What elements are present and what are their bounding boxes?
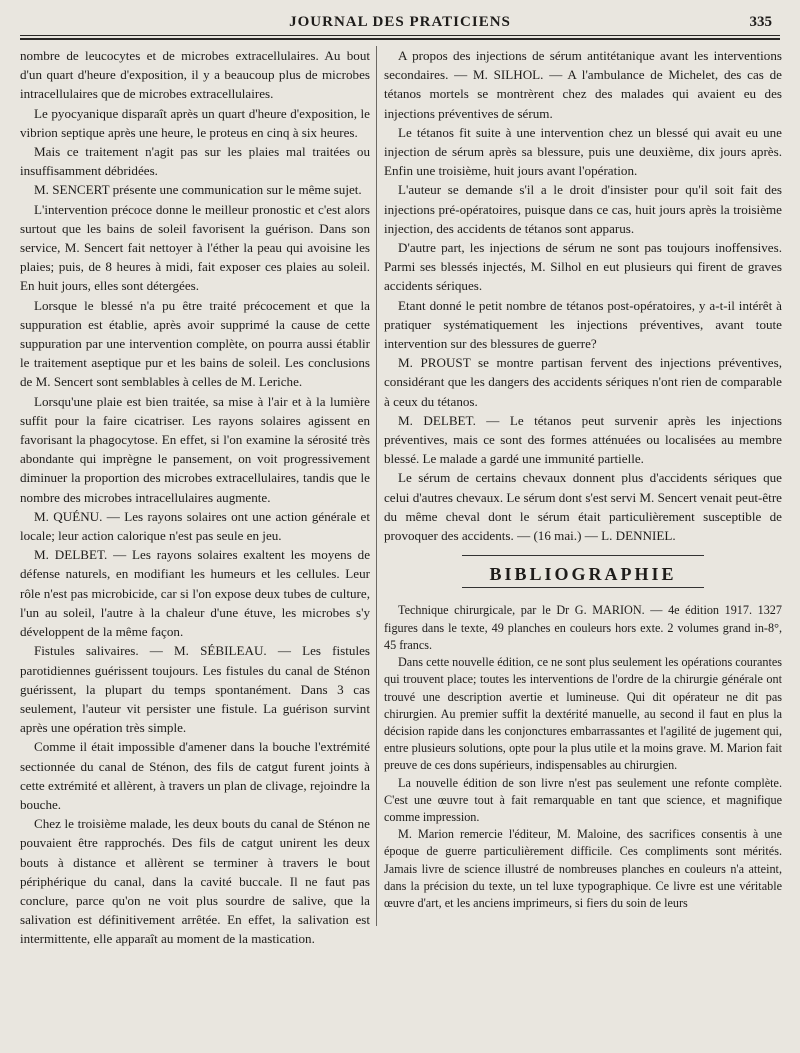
journal-title: JOURNAL DES PRATICIENS — [289, 14, 511, 30]
page-number: 335 — [749, 14, 772, 30]
header-rule — [20, 35, 780, 36]
paragraph: M. DELBET. — Le tétanos peut survenir après les injections préventives, mais ce sont des formes atténuées ou localisées au membre blessé. Le malade a gardé une immunité partielle. — [384, 412, 782, 467]
column-separator — [376, 46, 377, 926]
section-paragraph: Fistules salivaires. — M. SÉBILEAU. — Les fistules parotidiennes guérissent toujours. Les fistules du canal de Sténon guérissent, la plupart du temps spontanément. Dans 3 cas seulement, l'auteur vit persister une fistule. La guérison survint après une opération très simple. — [20, 643, 370, 736]
bibliography-heading: BIBLIOGRAPHIE — [384, 565, 782, 584]
section-paragraph: A propos des injections de sérum antitétanique avant les interventions secondaires. — M. SILHOL. — A l'ambulance de Michelet, des cas de tétanos mortels se montrèrent chez des malades qui avaient eu des injections préventives de sérum. — [384, 48, 782, 121]
paragraph: L'intervention précoce donne le meilleur pronostic et c'est alors surtout que les bains de soleil favorisent la guérison. Dans son service, M. Sencert fait nettoyer à l'éther la peau qui avoisine les plaies; puis, de 8 heures à midi, fait exposer ces plaies au soleil. En huit jours, elles sont détergées. — [20, 201, 370, 294]
paragraph: M. DELBET. — Les rayons solaires exaltent les moyens de défense naturels, en modifiant les humeurs et les cellules. Leur rôle n'est pas microbicide, car si l'on expose deux tubes de culture, l'un au soleil, l'autre à la chaleur d'une étuve, les microbes s'y développent de la même façon. — [20, 547, 370, 640]
paragraph: Chez le troisième malade, les deux bouts du canal de Sténon ne pouvaient être rapprochés. Des fils de catgut unirent les deux bouts à distance et allèrent se terminer à travers le bout périphérique du canal, dans la cavité buccale. Il ne faut pas conclure, parce qu'on ne voit plus sourdre de salive, que la salivation est définitivement arrêtée. En effet, la salivation est intermittente, elle apparaît au moment de la mastication. — [20, 816, 370, 947]
bibliography-entry: Technique chirurgicale, par le Dr G. MARION. — 4e édition 1917. 1327 figures dans le texte, 49 planches en couleurs hors exte. 2 volumes grand in-8°, 45 francs. — [384, 603, 782, 652]
paragraph: Le pyocyanique disparaît après un quart d'heure d'exposition, le vibrion septique après une heure, le proteus en cinq à six heures. — [20, 105, 370, 140]
paragraph: M. QUÉNU. — Les rayons solaires ont une action générale et locale; leur action calorique n'est pas seule en jeu. — [20, 508, 370, 544]
paragraph: D'autre part, les injections de sérum ne sont pas toujours inoffensives. Parmi ses blessés injectés, M. Silhol en eut plusieurs qui firent de graves accidents sériques. — [384, 240, 782, 294]
bibliography-paragraph: La nouvelle édition de son livre n'est pas seulement une refonte complète. C'est une œuvre tout à fait remarquable en tant que science, et magnifique comme impression. — [384, 775, 782, 824]
paragraph: M. PROUST se montre partisan fervent des injections préventives, considérant que les dangers des accidents sériques n'ont rien de comparable à ceux du tétanos. — [384, 355, 782, 409]
paragraph: Comme il était impossible d'amener dans la bouche l'extrémité sectionnée du canal de Sténon, des fils de catgut furent joints à cette extrémité et allèrent, à travers un plan de clivage, rejoindre la bouche. — [20, 739, 370, 812]
paragraph: L'auteur se demande s'il a le droit d'insister pour qu'il soit fait des injections pré-opératoires, puisque dans ce cas, huit jours après la troisième injection, des accidents de tétanos sont apparus. — [384, 182, 782, 236]
paragraph: Mais ce traitement n'agit pas sur les plaies mal traitées ou insuffisamment débridées. — [20, 144, 370, 179]
right-column — [384, 46, 782, 912]
paragraph: nombre de leucocytes et de microbes extracellulaires. Au bout d'un quart d'heure d'exposition, il y a beaucoup plus de microbes intracellulaires que de microbes extracellulaires. — [20, 48, 370, 102]
paragraph: Lorsque le blessé n'a pu être traité précocement et que la suppuration est établie, après avoir supprimé la cause de cette suppuration par une intervention complète, on pourra aussi établir le traitement aseptique pur et les bains de soleil. Les conclusions de M. Sencert sont semblables à celles de M. Leriche. — [20, 297, 370, 390]
header-rule-thick — [20, 38, 780, 40]
paragraph: Lorsqu'une plaie est bien traitée, sa mise à l'air et à la lumière suffit pour la faire cicatriser. Les rayons solaires agissent en favorisant la phagocytose. En effet, si l'on examine la sérosité très abondante qui imprègne le pansement, on voit progressivement diminuer la proportion des microbes extracellulaires, tandis que le nombre des microbes intracellulaires augmente. — [20, 393, 370, 505]
bibliography-section — [384, 602, 782, 912]
paragraph: Le sérum de certains chevaux donnent plus d'accidents sériques que celui d'autres chevaux. Le sérum dont s'est servi M. Sencert venait peut-être du même cheval dont le sérum était particulièrement susceptible de provoquer des accidents. — (16 mai.) — L. DENNIEL. — [384, 470, 782, 544]
paragraph: Le tétanos fit suite à une intervention chez un blessé qui avait eu une injection de sérum après sa blessure, puis une deuxième, dix jours après. Enfin une troisième, huit jours avant l'opération. — [384, 124, 782, 179]
paragraph: Etant donné le petit nombre de tétanos post-opératoires, y a-t-il intérêt à pratiquer systématiquement les injections préventives, avant toute intervention sur des blessures de guerre? — [384, 297, 782, 352]
paragraph: M. SENCERT présente une communication sur le même sujet. — [34, 182, 362, 198]
bibliography-paragraph: Dans cette nouvelle édition, ce ne sont plus seulement les opérations courantes qui trouvent place; toutes les interventions de l'ordre de la chirurgie générale ont trouvé une description avertie et lumineuse. Qui dit opérateur ne dit pas chirurgien. Au premier suffit la dextérité manuelle, au second il faut en plus la décision rapide dans les conjonctures embarrassantes et l'agilité de jugement qui, entre plusieurs solutions, opte pour la plus utile et la moins grave. M. Marion fait preuve de ces dons supérieurs, indispensables au chirurgien. — [384, 655, 782, 773]
bibliography-paragraph: M. Marion remercie l'éditeur, M. Maloine, des sacrifices consentis à une époque de guerre particulièrement difficile. Ces compliments sont mérités. Jamais livre de science illustré de nombreuses planches en couleurs n'a atteint, dans la précision du texte, un tel luxe typographique. Ce livre est une véritable œuvre d'art, et les anciens imprimeurs, si fiers du soin de leurs — [384, 827, 782, 910]
left-column — [20, 46, 370, 949]
